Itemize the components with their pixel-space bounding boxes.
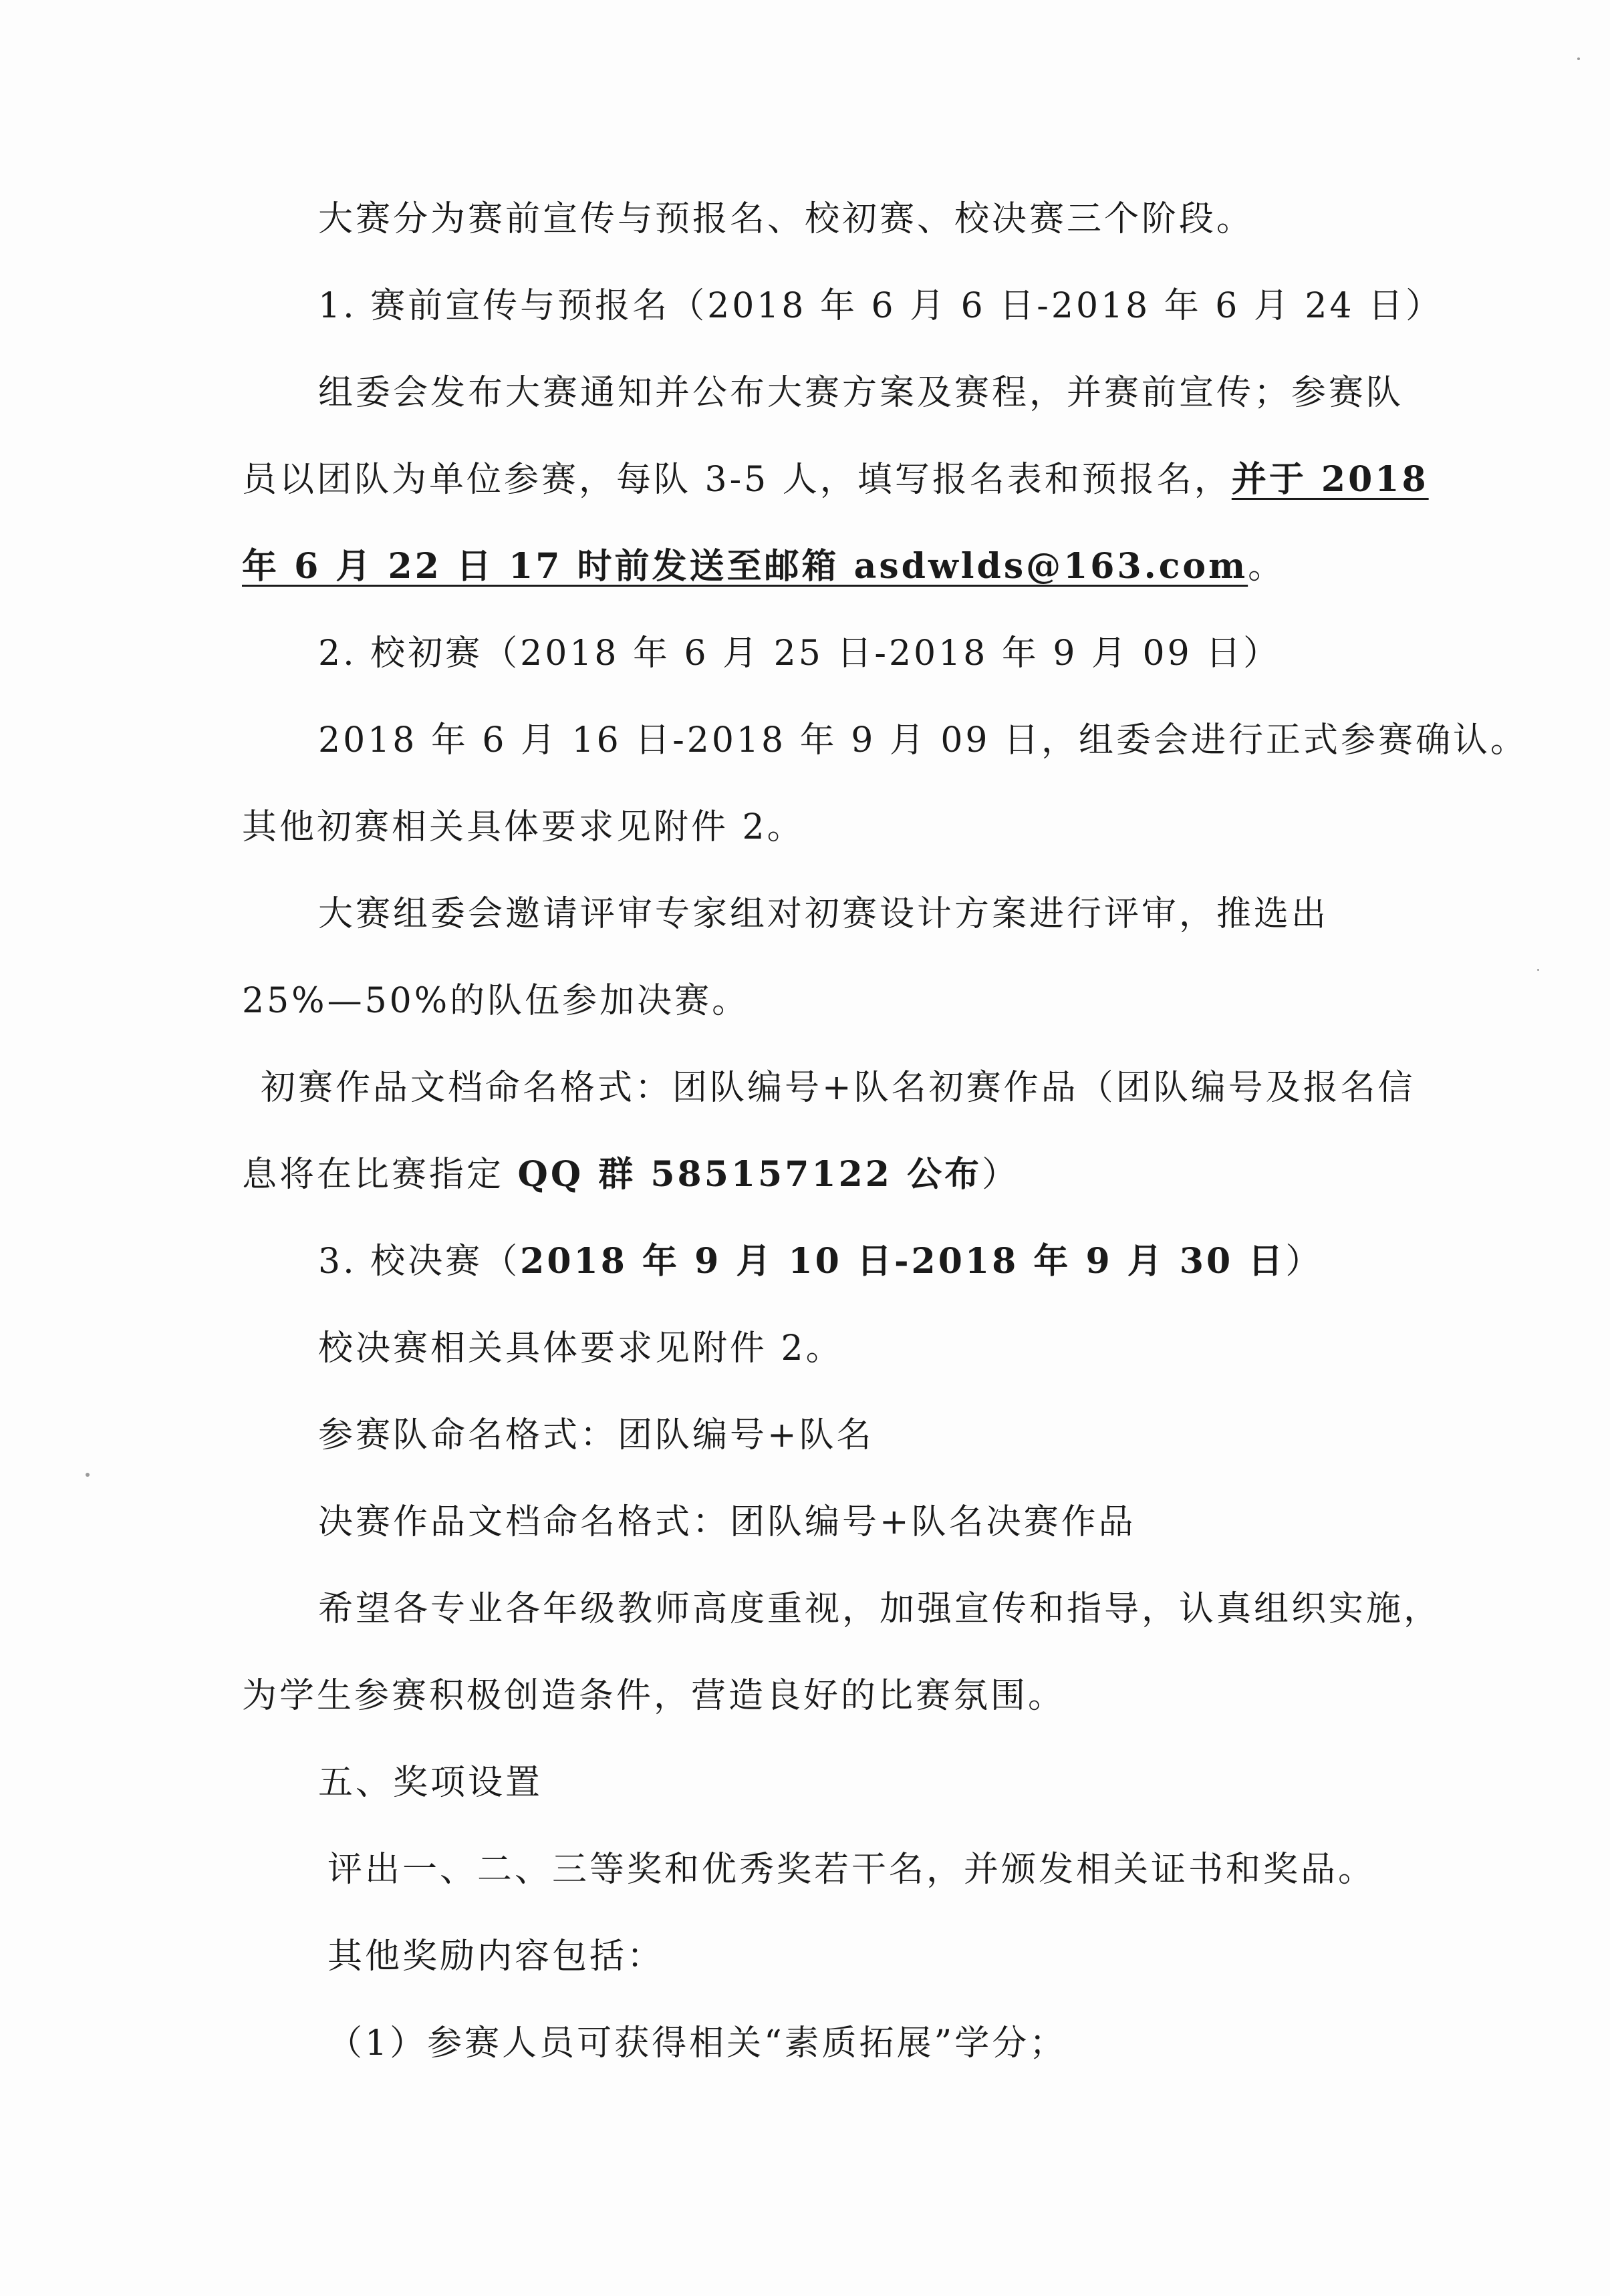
stage2-confirm-line1: 2018 年 6 月 16 日-2018 年 9 月 09 日，组委会进行正式参赛确认。 [318, 720, 1528, 760]
qq-group-emphasis: QQ 群 585157122 公布 [517, 1154, 982, 1195]
scan-speck [1537, 969, 1539, 971]
stage3-requirement: 校决赛相关具体要求见附件 2。 [318, 1328, 843, 1369]
stage2-review-line1: 大赛组委会邀请评审专家组对初赛设计方案进行评审，推选出 [318, 894, 1329, 934]
period: 。 [1248, 547, 1286, 587]
stage1-heading: 1. 赛前宣传与预报名（2018 年 6 月 6 日-2018 年 6 月 24 日） [318, 286, 1444, 326]
stage1-paragraph-line1: 组委会发布大赛通知并公布大赛方案及赛程，并赛前宣传；参赛队 [318, 373, 1404, 413]
section5-item1: （1）参赛人员可获得相关“素质拓展”学分； [327, 2023, 1067, 2063]
scan-speck [86, 1473, 90, 1477]
deadline-emphasis: 并于 2018 [1231, 459, 1429, 500]
hope-line1: 希望各专业各年级教师高度重视，加强宣传和指导，认真组织实施， [318, 1589, 1442, 1629]
stage1-paragraph-text: 员以团队为单位参赛，每队 3-5 人，填写报名表和预报名， [242, 460, 1232, 500]
scan-speck [1577, 57, 1580, 60]
stage3-heading-label: 3. 校决赛（ [318, 1242, 521, 1282]
stage2-review-line2: 25%—50%的队伍参加决赛。 [242, 981, 750, 1021]
naming-text: 息将在比赛指定 [242, 1155, 518, 1195]
stage3-heading [318, 1241, 1323, 1282]
stage2-naming-line2 [242, 1154, 1020, 1195]
closing-paren: ） [982, 1155, 1020, 1195]
stage3-final-naming: 决赛作品文档命名格式：团队编号+队名决赛作品 [318, 1502, 1136, 1542]
section5-awards: 评出一、二、三等奖和优秀奖若干名，并颁发相关证书和奖品。 [327, 1850, 1376, 1890]
hope-line2: 为学生参赛积极创造条件，营造良好的比赛氛围。 [242, 1676, 1066, 1716]
stage1-paragraph-line3 [242, 546, 1286, 587]
closing-paren: ） [1285, 1242, 1323, 1282]
stage2-confirm-line2: 其他初赛相关具体要求见附件 2。 [242, 807, 805, 847]
stage2-naming-line1: 初赛作品文档命名格式：团队编号+队名初赛作品（团队编号及报名信 [261, 1068, 1416, 1108]
stage1-paragraph-line2 [242, 459, 1429, 500]
stage2-heading: 2. 校初赛（2018 年 6 月 25 日-2018 年 9 月 09 日） [318, 633, 1281, 674]
stage3-team-naming: 参赛队命名格式：团队编号+队名 [318, 1415, 874, 1455]
stage3-date-range: 2018 年 9 月 10 日-2018 年 9 月 30 日 [520, 1241, 1286, 1282]
intro-paragraph: 大赛分为赛前宣传与预报名、校初赛、校决赛三个阶段。 [318, 199, 1254, 239]
deadline-email-emphasis: 年 6 月 22 日 17 时前发送至邮箱 asdwlds@163.com [242, 546, 1248, 587]
section5-other-intro: 其他奖励内容包括： [327, 1936, 665, 1977]
section5-heading: 五、奖项设置 [318, 1763, 543, 1803]
